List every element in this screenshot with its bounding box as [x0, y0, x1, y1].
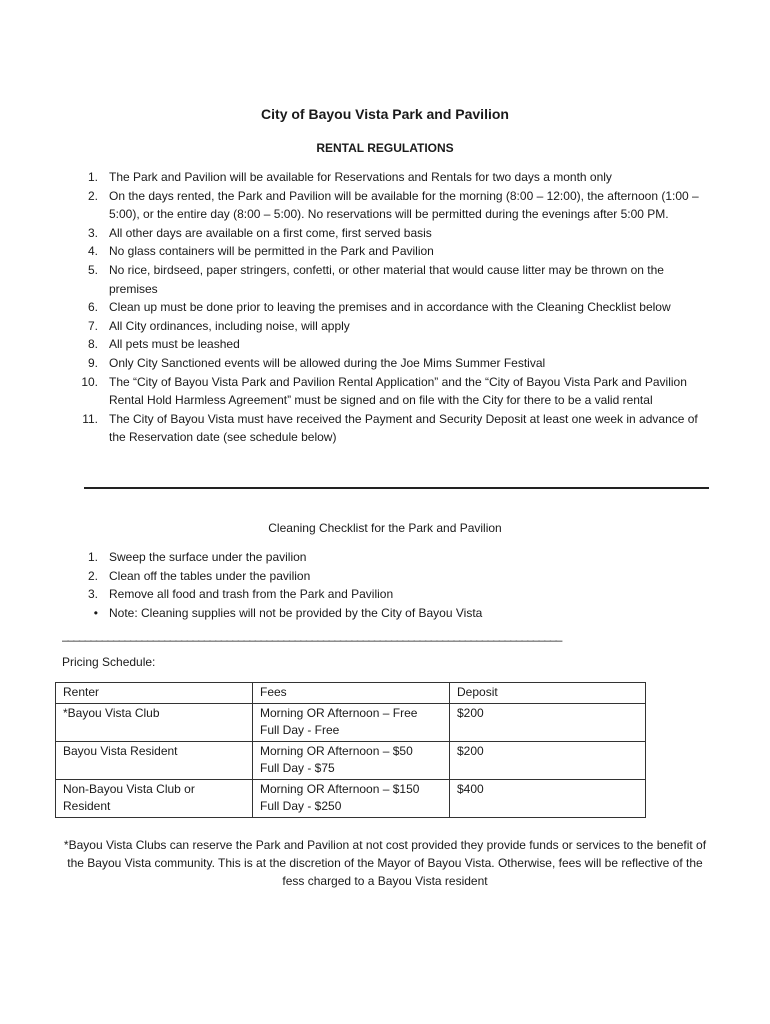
table-header-row — [56, 683, 646, 704]
list-item — [68, 373, 708, 410]
bullet-icon: • — [93, 605, 98, 620]
underscore-separator: ________________________________________________________________________________________ — [62, 628, 562, 642]
list-number: 11. — [82, 411, 98, 426]
list-item — [68, 585, 708, 604]
fees-cell — [253, 703, 450, 741]
section-heading-rental-regulations: RENTAL REGULATIONS — [316, 141, 454, 155]
renter-cell: *Bayou Vista Club — [56, 703, 253, 741]
list-number: 3. — [87, 587, 98, 602]
pricing-table — [55, 682, 646, 818]
list-text: All City ordinances, including noise, will apply — [109, 318, 350, 333]
list-item — [68, 242, 708, 261]
deposit-cell: $400 — [450, 779, 646, 817]
list-number: 1. — [87, 170, 98, 184]
renter-cell: Bayou Vista Resident — [56, 741, 253, 779]
list-item — [68, 187, 708, 224]
cleaning-checklist — [68, 548, 708, 622]
fee-half-day: Morning OR Afternoon – $50 — [260, 743, 413, 758]
list-item — [68, 168, 708, 187]
regulations-list — [68, 168, 708, 447]
list-text: Clean off the tables under the pavilion — [109, 568, 311, 583]
list-text: Remove all food and trash from the Park and Pavilion — [109, 587, 394, 602]
list-number: 8. — [87, 337, 98, 352]
list-item — [68, 335, 708, 354]
list-text: Sweep the surface under the pavilion — [109, 550, 307, 564]
table-row — [56, 741, 646, 779]
list-text: Clean up must be done prior to leaving the premises and in accordance with the Cleaning Checklist below — [109, 300, 671, 315]
list-number: 2. — [87, 568, 98, 583]
list-item — [68, 261, 708, 298]
list-text: On the days rented, the Park and Pavilion will be available for the morning (8:00 – 12:00), the afternoon (1:00 – 5:00), or the entire day (8:00 – 5:00). No reservations will be permitted during the evenings after 5:00 PM. — [109, 188, 699, 222]
pricing-schedule-title: Pricing Schedule: — [62, 655, 156, 669]
fee-full-day: Full Day - Free — [260, 723, 340, 737]
column-header-renter: Renter — [56, 683, 253, 704]
list-number: 2. — [87, 188, 98, 203]
list-number: 10. — [81, 374, 98, 389]
list-text: All pets must be leashed — [109, 337, 240, 352]
list-item — [68, 548, 708, 567]
deposit-cell: $200 — [450, 703, 646, 741]
list-item — [68, 604, 708, 623]
footnote: *Bayou Vista Clubs can reserve the Park and Pavilion at not cost provided they provide funds or services to the benefit of the Bayou Vista community. This is at the discretion of the Mayor of Bayou Vista. Otherwise, fees will be reflective of the fess charged to a Bayou Vista resident — [63, 838, 707, 888]
list-text: Note: Cleaning supplies will not be provided by the City of Bayou Vista — [109, 605, 483, 620]
section-divider — [84, 487, 709, 489]
renter-cell: Non-Bayou Vista Club or Resident — [56, 779, 253, 817]
page-title: City of Bayou Vista Park and Pavilion — [261, 106, 509, 122]
column-header-fees: Fees — [253, 683, 450, 704]
list-number: 3. — [87, 225, 98, 240]
list-text: Only City Sanctioned events will be allowed during the Joe Mims Summer Festival — [109, 355, 546, 370]
fees-cell — [253, 779, 450, 817]
list-item — [68, 567, 708, 586]
list-number: 4. — [87, 244, 98, 259]
fee-half-day: Morning OR Afternoon – $150 — [260, 781, 420, 796]
list-number: 7. — [87, 318, 98, 333]
list-text: All other days are available on a first come, first served basis — [109, 225, 432, 240]
list-number: 9. — [87, 355, 98, 370]
list-number: 6. — [87, 300, 98, 315]
list-number: 1. — [87, 550, 98, 564]
fee-full-day: Full Day - $250 — [260, 799, 342, 813]
list-item — [68, 317, 708, 336]
list-text: No glass containers will be permitted in the Park and Pavilion — [109, 244, 434, 259]
fees-cell — [253, 741, 450, 779]
deposit-cell: $200 — [450, 741, 646, 779]
list-number: 5. — [87, 262, 98, 277]
column-header-deposit: Deposit — [450, 683, 646, 704]
table-row — [56, 703, 646, 741]
list-item — [68, 410, 708, 447]
list-text: The City of Bayou Vista must have received the Payment and Security Deposit at least one week in advance of the Reservation date (see schedule below) — [109, 411, 698, 445]
list-item — [68, 298, 708, 317]
table-row — [56, 779, 646, 817]
fee-full-day: Full Day - $75 — [260, 761, 335, 775]
list-item — [68, 224, 708, 243]
fee-half-day: Morning OR Afternoon – Free — [260, 705, 418, 720]
list-text: No rice, birdseed, paper stringers, confetti, or other material that would cause litter may be thrown on the premises — [109, 262, 664, 296]
list-text: The Park and Pavilion will be available for Reservations and Rentals for two days a month only — [109, 170, 612, 184]
list-text: The “City of Bayou Vista Park and Pavilion Rental Application” and the “City of Bayou Vista Park and Pavilion Rental Hold Harmless Agreement” must be signed and on file with the City for there to be a valid rental — [109, 374, 687, 408]
list-item — [68, 354, 708, 373]
cleaning-checklist-title: Cleaning Checklist for the Park and Pavilion — [268, 521, 502, 535]
